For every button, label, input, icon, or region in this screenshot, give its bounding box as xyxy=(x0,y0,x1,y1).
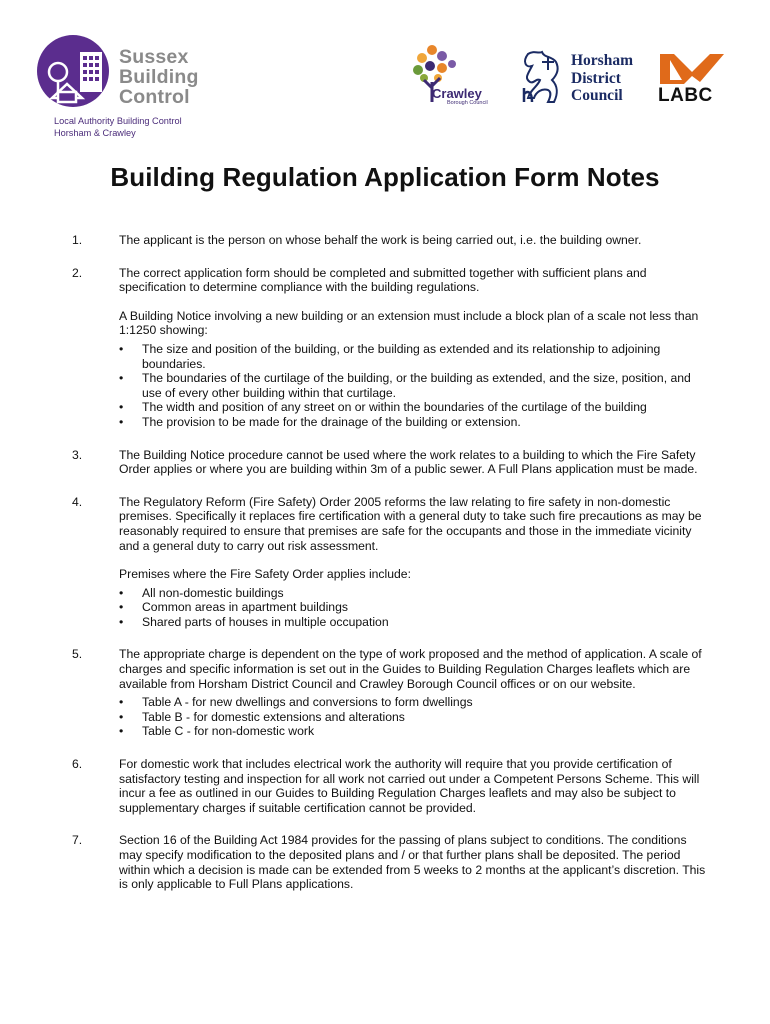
bullet-item: • Common areas in apartment buildings xyxy=(119,600,709,615)
bullet-item: • Table C - for non-domestic work xyxy=(119,724,709,739)
page-header xyxy=(0,0,770,145)
bullet-item: • Table A - for new dwellings and conversions to form dwellings xyxy=(119,695,709,710)
note-paragraph: The applicant is the person on whose behalf the work is being carried out, i.e. the building owner. xyxy=(119,233,642,247)
note-item xyxy=(0,448,770,477)
bullet-list xyxy=(119,695,709,739)
note-number: 2. xyxy=(72,265,83,280)
note-number: 1. xyxy=(72,233,83,247)
note-paragraph: Section 16 of the Building Act 1984 provides for the passing of plans subject to conditions. The conditions may specify modification to the deposited plans and / or that further plans shall be deposited. The period within which a decision is made can be extended from 5 weeks to 2 months at the applicant’s discretion. This is only applicable to Full Plans applications. xyxy=(119,833,706,892)
bullet-item: • Shared parts of houses in multiple occupation xyxy=(119,615,709,630)
labc-wordmark: LABC xyxy=(658,85,713,106)
notes-list xyxy=(0,233,770,910)
bullet-item: • All non-domestic buildings xyxy=(119,586,709,601)
note-paragraph: The Building Notice procedure cannot be used where the work relates to a building to which the Fire Safety Order applies or where you are building within 3m of a public sewer. A Full Plans application must be made. xyxy=(119,447,698,477)
note-item xyxy=(0,833,770,891)
note-number: 5. xyxy=(72,647,83,662)
note-body xyxy=(119,448,709,477)
bullet-item: • The size and position of the building, or the building as extended and its relationship to adjoining boundaries. xyxy=(119,342,709,371)
labc-roof-logo-icon xyxy=(656,50,726,86)
note-paragraph: The appropriate charge is dependent on the type of work proposed and the method of application. A scale of charges and specific information is set out in the Guides to Building Regulation Charges leaflets which are available from Horsham District Council and Crawley Borough Council offices or on our website. xyxy=(119,647,702,691)
note-body xyxy=(119,495,709,630)
bullet-list xyxy=(119,342,709,430)
bullet-list xyxy=(119,586,709,630)
note-item xyxy=(0,233,770,248)
bullet-item: • Table B - for domestic extensions and alterations xyxy=(119,710,709,725)
sussex-building-control-logo-icon xyxy=(36,34,116,108)
note-item xyxy=(0,495,770,630)
note-paragraph: The correct application form should be completed and submitted together with sufficient plans and specification to determine compliance with the building regulations. xyxy=(119,265,647,295)
note-body xyxy=(119,647,709,739)
horsham-lion-crest-icon xyxy=(518,48,566,104)
crawley-wordmark: Crawley xyxy=(432,86,482,101)
note-number: 7. xyxy=(72,833,83,848)
note-body xyxy=(119,266,709,430)
sbc-wordmark: Sussex Building Control xyxy=(119,46,199,108)
note-item xyxy=(0,647,770,739)
bullet-item: • The width and position of any street on or within the boundaries of the curtilage of the building xyxy=(119,400,709,415)
crawley-subtitle: Borough Council xyxy=(447,100,488,106)
bullet-item: • The boundaries of the curtilage of the building, or the building as extended, and the size, position, and use of every other building within that curtilage. xyxy=(119,371,709,400)
note-paragraph: For domestic work that includes electrical work the authority will require that you provide certification of satisfactory testing and inspection for all work not carried out under a Competent Persons Scheme. This will incur a fee as outlined in our Guides to Building Regulation Charges leaflets and may also be subject to supplementary charges if suitable certification cannot be provided. xyxy=(119,757,700,815)
note-number: 6. xyxy=(72,757,83,772)
note-number: 4. xyxy=(72,494,83,509)
sbc-subtitle: Local Authority Building Control Horsham & Crawley xyxy=(54,116,182,138)
note-body xyxy=(119,233,709,248)
note-paragraph: Premises where the Fire Safety Order applies include: xyxy=(119,567,411,582)
note-paragraph: The Regulatory Reform (Fire Safety) Order 2005 reforms the law relating to fire safety in non-domestic premises. Specifically it replaces fire certification with a general duty to take such fire precautions as may be reasonably required to ensure that premises are safe for the occupants and those in the immediate vicinity and a general duty to carry out risk assessment. xyxy=(119,494,702,553)
note-number: 3. xyxy=(72,447,83,462)
note-paragraph: A Building Notice involving a new building or an extension must include a block plan of a scale not less than 1:1250 showing: xyxy=(119,308,699,338)
note-body xyxy=(119,833,709,891)
note-item xyxy=(0,266,770,430)
page-title: Building Regulation Application Form Notes xyxy=(110,162,660,192)
bullet-item: • The provision to be made for the drainage of the building or extension. xyxy=(119,415,709,430)
horsham-wordmark: Horsham District Council xyxy=(571,52,633,104)
note-item xyxy=(0,757,770,815)
note-body xyxy=(119,757,709,815)
